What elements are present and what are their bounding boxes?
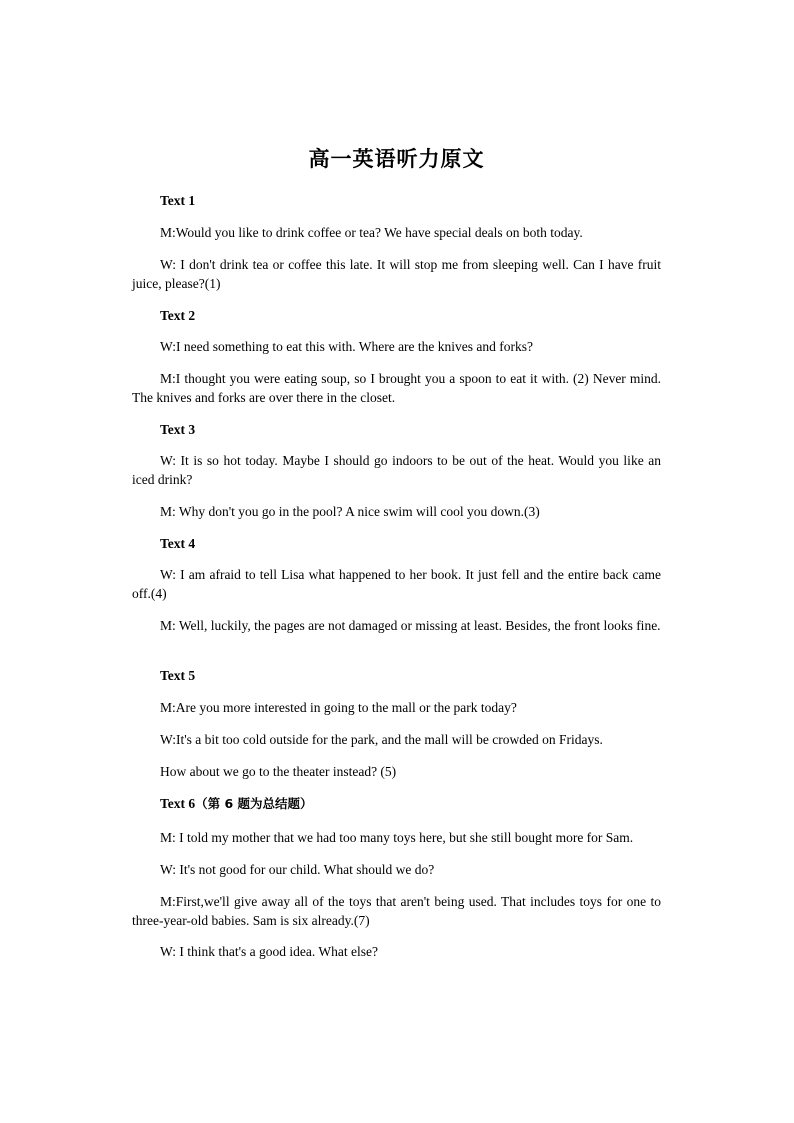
dialogue-line: W: It's not good for our child. What should we do? [160,862,435,877]
dialogue-line: W:I need something to eat this with. Where are the knives and forks? [160,339,534,354]
dialogue-line: W:It's a bit too cold outside for the park, and the mall will be crowded on Fridays. [160,732,603,747]
dialogue-line: W: I don't drink tea or coffee this late. It will stop me from sleeping well. Can I have fruit juice, please?(1) [132,257,661,291]
dialogue-line: M: Well, luckily, the pages are not damaged or missing at least. Besides, the front looks fine. [160,618,661,633]
section-heading-label: Text 6 [160,796,196,811]
dialogue-line: M:Are you more interested in going to the mall or the park today? [160,700,517,715]
section-heading-text-3: Text 3 [160,422,196,437]
dialogue-line: W: I am afraid to tell Lisa what happened to her book. It just fell and the entire back came off.(4) [132,567,661,601]
dialogue-line: M:Would you like to drink coffee or tea? We have special deals on both today. [160,225,583,240]
section-heading-text-5: Text 5 [160,668,196,683]
dialogue-line: W: I think that's a good idea. What else? [160,944,378,959]
section-heading-text-6 [160,794,313,813]
dialogue-line: M: I told my mother that we had too many toys here, but she still bought more for Sam. [160,830,634,845]
dialogue-line: M:First,we'll give away all of the toys that aren't being used. That includes toys for one to three-year-old babies. Sam is six already.(7) [132,894,661,928]
dialogue-line: M:I thought you were eating soup, so I brought you a spoon to eat it with. (2) Never mind. The knives and forks are over there in the closet. [132,371,661,405]
section-heading-text-1: Text 1 [160,193,196,208]
dialogue-line: W: It is so hot today. Maybe I should go indoors to be out of the heat. Would you like an iced drink? [132,453,661,487]
section-heading-text-4: Text 4 [160,536,196,551]
section-heading-text-2: Text 2 [160,308,196,323]
section-heading-note: （第 6 题为总结题） [195,796,313,811]
dialogue-line: M: Why don't you go in the pool? A nice swim will cool you down.(3) [160,504,540,519]
page-title: 高一英语听力原文 [308,147,485,171]
dialogue-line: How about we go to the theater instead? (5) [160,764,397,779]
